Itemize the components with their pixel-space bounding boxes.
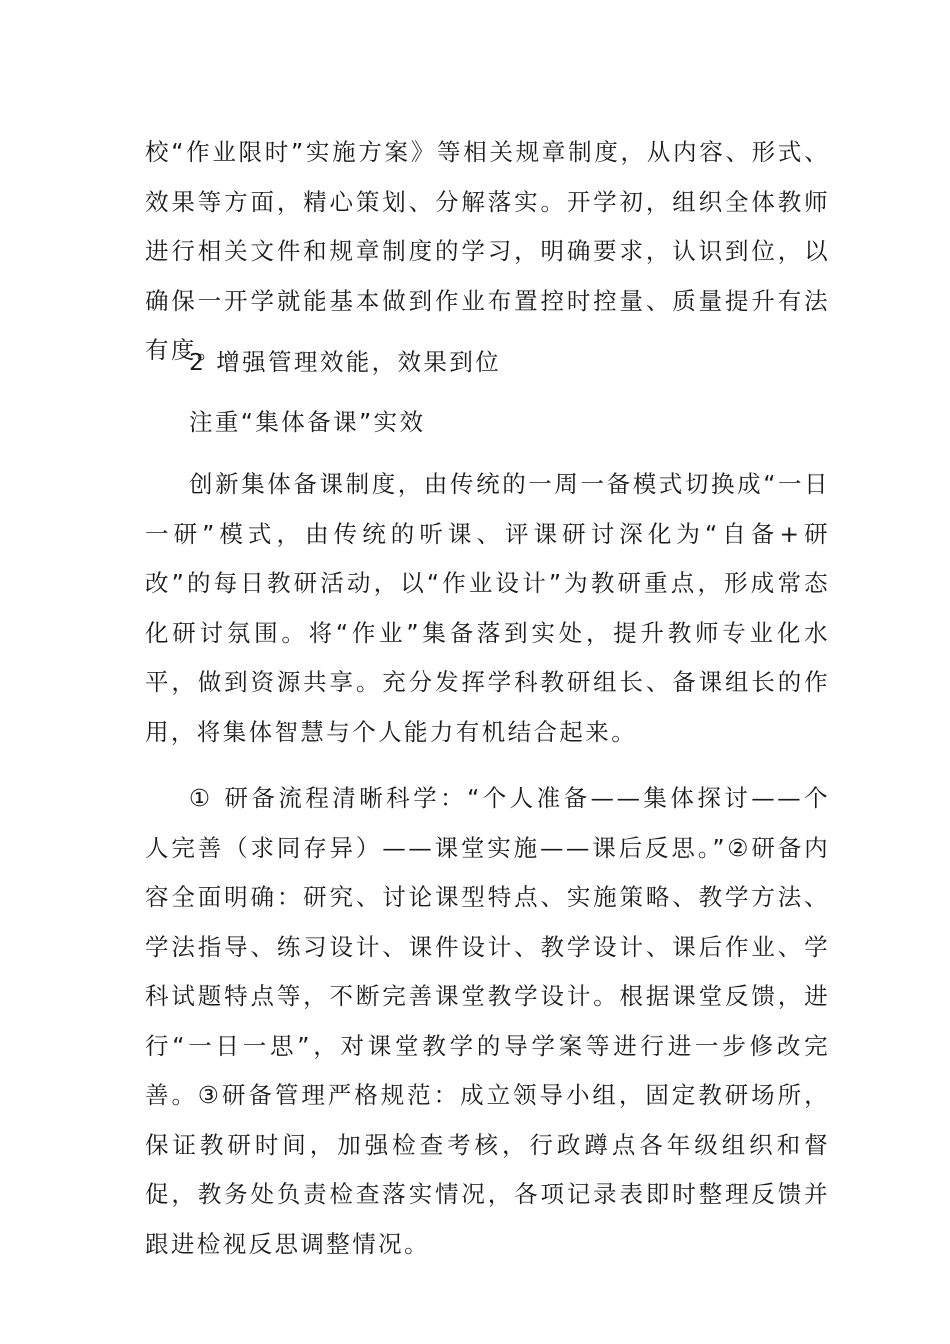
paragraph-prep-process: ① 研备流程清晰科学：“个人准备——集体探讨——个人完善（求同存异）——课堂实施——课后反思。”②研备内容全面明确：研究、讨论课型特点、实施策略、教学方法、学法指导、练习设计、课件设计、教学设计、课后作业、学科试题特点等，不断完善课堂教学设计。根据课堂反馈，进行“一日一思”，对课堂教学的导学案等进行进一步修改完善。③研备管理严格规范：成立领导小组，固定教研场所，保证教研时间，加强检查考核，行政蹲点各年级组织和督促，教务处负责检查落实情况，各项记录表即时整理反馈并跟进检视反思调整情况。 bbox=[145, 784, 830, 1258]
paragraph-collective-prep-system: 创新集体备课制度，由传统的一周一备模式切换成“一日一研”模式，由传统的听课、评课研讨深化为“自备+研改”的每日教研活动，以“作业设计”为教研重点，形成常态化研讨氛围。将“作业”集备落到实处，提升教师专业化水平，做到资源共享。充分发挥学科教研组长、备课组长的作用，将集体智慧与个人能力有机结合起来。 bbox=[145, 470, 830, 746]
section-heading-management: 2 增强管理效能，效果到位 bbox=[189, 348, 502, 376]
subsection-heading-collective-prep: 注重“集体备课”实效 bbox=[189, 408, 426, 436]
paragraph-policy-study: 校“作业限时”实施方案》等相关规章制度，从内容、形式、效果等方面，精心策划、分解落实。开学初，组织全体教师进行相关文件和规章制度的学习，明确要求，认识到位，以确保一开学就能基本做到作业布置控时控量、质量提升有法有度。 bbox=[145, 138, 830, 364]
